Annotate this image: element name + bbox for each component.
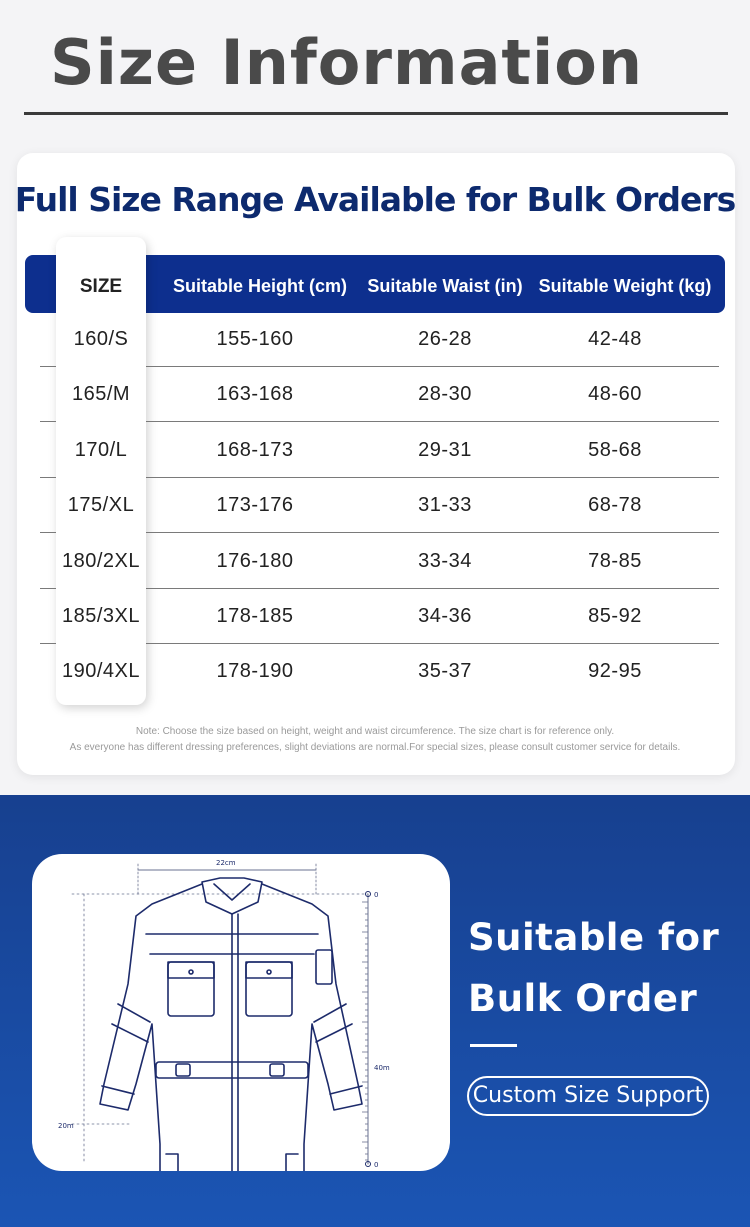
cell-height: 155-160 xyxy=(216,328,294,350)
coverall-diagram xyxy=(32,854,450,1171)
cell-height: 176-180 xyxy=(216,549,294,572)
diagram-label-zero-top: 0 xyxy=(374,891,379,899)
diagram-label-left: 20m xyxy=(58,1122,74,1130)
table-row xyxy=(0,367,750,422)
cell-size: 190/4XL xyxy=(61,660,140,683)
column-header-size: SIZE xyxy=(79,276,123,297)
diagram-label-zero-bottom: 0 xyxy=(374,1161,379,1169)
cell-weight: 42-48 xyxy=(588,328,642,350)
table-row xyxy=(0,478,750,533)
table-row xyxy=(0,589,750,644)
cell-height: 173-176 xyxy=(216,494,294,517)
cell-waist: 29-31 xyxy=(418,438,472,461)
cell-weight: 92-95 xyxy=(588,660,642,683)
promo-divider xyxy=(470,1044,517,1047)
page-title: Size Information xyxy=(50,26,644,99)
column-header-height: Suitable Height (cm) xyxy=(172,276,347,296)
cell-size: 175/XL xyxy=(67,494,135,517)
promo-headline-line2: Bulk Order xyxy=(468,977,698,1020)
cell-size: 180/2XL xyxy=(61,549,140,572)
size-note-line1: Note: Choose the size based on height, weight and waist circumference. The size chart is for reference only. xyxy=(135,726,615,737)
cell-height: 178-190 xyxy=(216,660,294,683)
cell-weight: 68-78 xyxy=(588,494,642,517)
diagram-label-right: 40m xyxy=(374,1064,390,1072)
promo-headline-line1: Suitable for xyxy=(468,916,720,959)
diagram-label-top: 22cm xyxy=(216,859,236,867)
cell-weight: 48-60 xyxy=(588,383,642,406)
table-row xyxy=(0,312,750,367)
table-row xyxy=(0,644,750,699)
cell-weight: 85-92 xyxy=(588,605,642,627)
cell-weight: 78-85 xyxy=(588,549,642,572)
size-chart-title: Full Size Range Available for Bulk Orders xyxy=(14,180,736,219)
cell-waist: 31-33 xyxy=(418,494,472,517)
table-row xyxy=(0,534,750,589)
cell-waist: 28-30 xyxy=(418,383,472,406)
title-divider xyxy=(24,112,728,115)
cell-waist: 35-37 xyxy=(418,660,472,683)
cell-weight: 58-68 xyxy=(588,438,642,461)
cell-waist: 33-34 xyxy=(418,549,472,572)
cell-height: 178-185 xyxy=(216,605,294,627)
size-note-line2: As everyone has different dressing preferences, slight deviations are normal.For special sizes, please consult customer service for details. xyxy=(69,742,681,753)
cell-height: 163-168 xyxy=(216,383,294,406)
custom-size-support-badge: Custom Size Support xyxy=(467,1076,709,1116)
table-row xyxy=(0,423,750,478)
cell-waist: 34-36 xyxy=(418,605,472,627)
coverall-diagram-card xyxy=(32,854,450,1171)
column-header-weight: Suitable Weight (kg) xyxy=(538,276,712,296)
cell-size: 165/M xyxy=(71,383,131,406)
column-header-waist: Suitable Waist (in) xyxy=(367,276,523,296)
cell-waist: 26-28 xyxy=(418,328,472,350)
cell-height: 168-173 xyxy=(216,438,294,461)
cell-size: 170/L xyxy=(74,438,128,461)
cell-size: 185/3XL xyxy=(61,605,140,627)
cell-size: 160/S xyxy=(73,328,129,350)
